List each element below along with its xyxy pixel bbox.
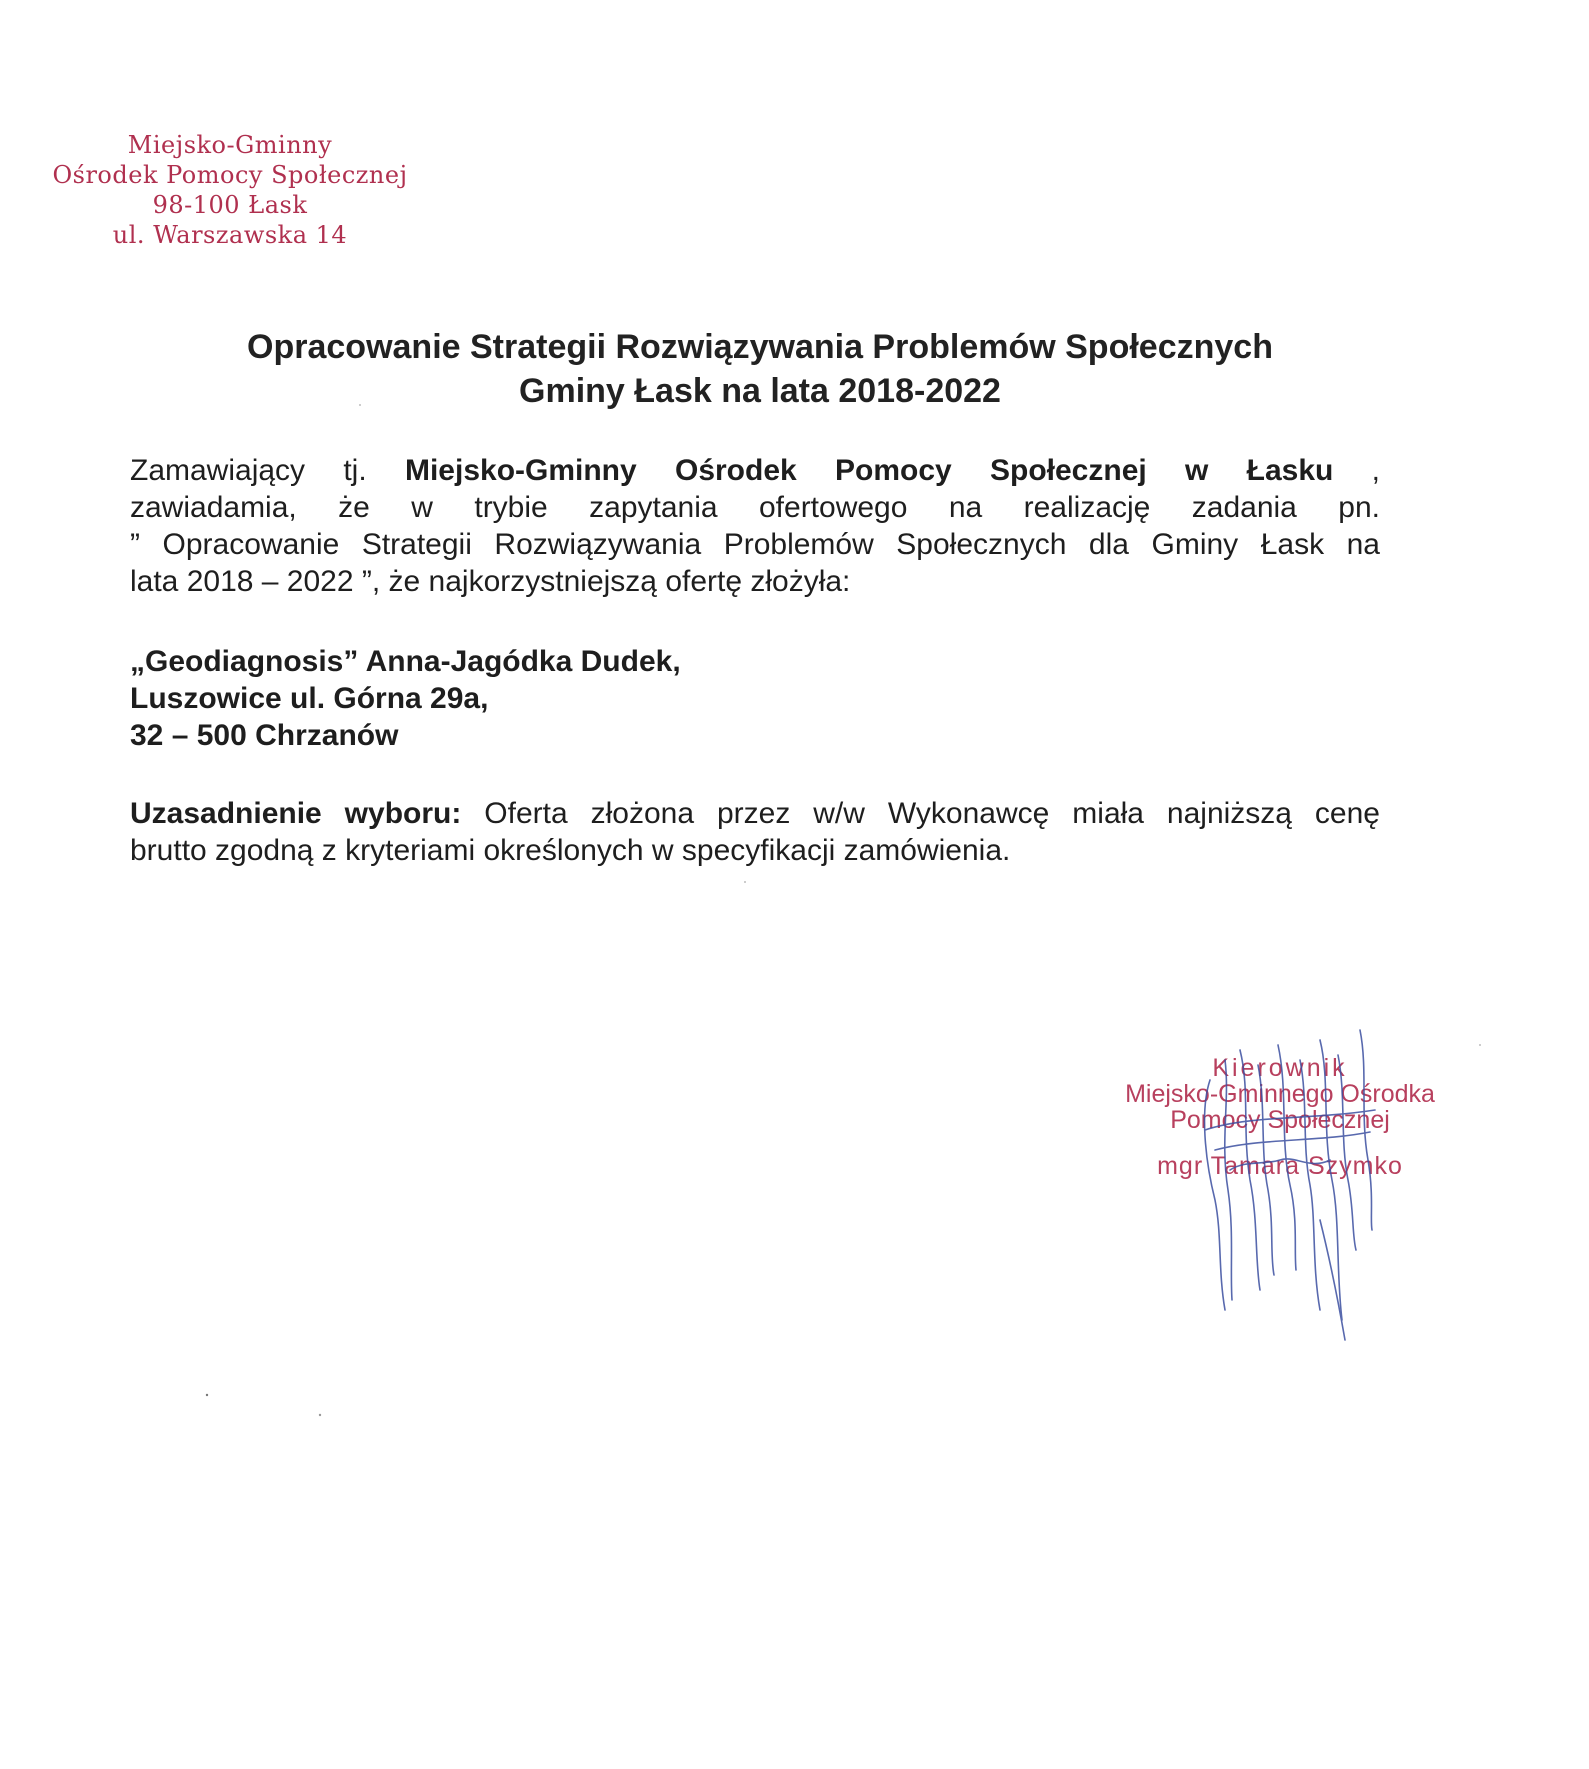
bidder-name: „Geodiagnosis” Anna-Jagódka Dudek, xyxy=(130,645,681,678)
paragraph-intro: Zamawiający tj. xyxy=(130,454,367,487)
signature-title: Kierownik xyxy=(1212,1054,1348,1082)
stamp-line-institution: Miejsko-Gminny xyxy=(127,131,333,159)
institution-name: Miejsko-Gminny Ośrodek Pomocy Społecznej w Łasku xyxy=(404,454,1334,487)
paragraph-line-3: ” Opracowanie Strategii Rozwiązywania Problemów Społecznych dla Gminy Łask na xyxy=(130,528,1380,561)
paragraph-line-2: zawiadamia, że w trybie zapytania ofertowego na realizację zadania pn. xyxy=(130,491,1380,524)
bidder-city: 32 – 500 Chrzanów xyxy=(130,719,399,752)
signature-institution-2: Pomocy Społecznej xyxy=(1170,1106,1390,1134)
paragraph-comma: , xyxy=(1371,454,1380,487)
signer-name: mgr Tamara Szymko xyxy=(1157,1152,1403,1180)
title-line-1: Opracowanie Strategii Rozwiązywania Problemów Społecznych xyxy=(247,328,1273,366)
title-line-2: Gminy Łask na lata 2018-2022 xyxy=(519,372,1001,410)
stamp-line-center: Ośrodek Pomocy Społecznej xyxy=(52,161,408,189)
signature-institution-1: Miejsko-Gminnego Ośrodka xyxy=(1125,1080,1435,1108)
stamp-line-street: ul. Warszawska 14 xyxy=(112,221,348,249)
justification-line-2: brutto zgodną z kryteriami określonych w specyfikacji zamówienia. xyxy=(130,834,1011,867)
stamp-line-postal: 98-100 Łask xyxy=(152,191,308,219)
justification-label: Uzasadnienie wyboru: xyxy=(130,797,462,830)
paragraph-line-4: lata 2018 – 2022 ”, że najkorzystniejszą ofertę złożyła: xyxy=(130,565,851,598)
bidder-street: Luszowice ul. Górna 29a, xyxy=(130,682,489,715)
justification-text-1: Oferta złożona przez w/w Wykonawcę miała najniższą cenę xyxy=(484,797,1380,830)
